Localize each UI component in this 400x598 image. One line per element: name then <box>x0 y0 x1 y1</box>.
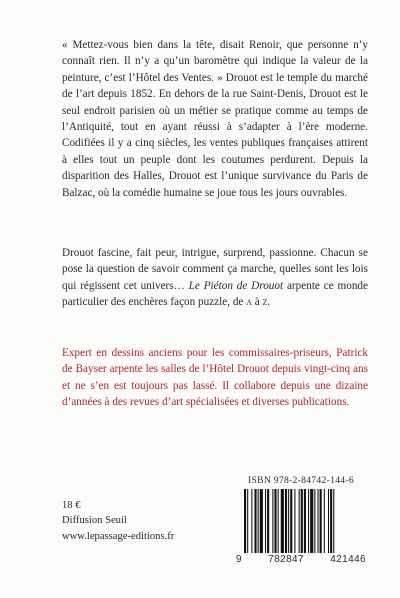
distributor: Diffusion Seuil <box>62 515 127 527</box>
barcode-bar <box>310 489 313 553</box>
paragraph-2-intro: Drouot fascine, fait peur, intrigue, surprend, passionne. Chacun se pose la question de savoir comment ça marche, quelles sont les lois qui régissent cet univers… <box>62 247 368 292</box>
barcode-bar <box>308 489 309 553</box>
barcode-bar <box>278 489 279 553</box>
letter-a: a <box>246 296 252 309</box>
barcode-bar <box>255 489 257 553</box>
book-title: Le Piéton de Drouot <box>188 279 284 292</box>
barcode-bar <box>267 489 269 553</box>
barcode-digits <box>236 554 366 565</box>
barcode-bar <box>330 489 332 553</box>
barcode-bar <box>285 489 287 553</box>
website: www.lepassage-editions.fr <box>62 530 175 542</box>
price: 18 € <box>62 500 81 511</box>
letter-z: z <box>262 296 268 309</box>
barcode-right-group: 421446 <box>330 554 366 565</box>
author-bio: Expert en dessins anciens pour les commissaires-priseurs, Patrick de Bayser arpente les salles de l’Hôtel Drouot depuis vingt-cinq ans et ne s’en est toujours pas lassé. Il collabore depuis une dizaine d’années à des revues d’art spécialisées et diverses publications. <box>62 347 368 409</box>
paragraph-2-middle: arpente ce monde particulier des enchères façon puzzle, de <box>62 279 368 309</box>
barcode-bar <box>272 489 273 553</box>
barcode-bar <box>260 489 263 553</box>
barcode-bar <box>320 489 322 553</box>
barcode-bar <box>265 489 266 553</box>
barcode-bar <box>328 489 329 553</box>
barcode-bar <box>288 489 289 553</box>
description-paragraph-2 <box>62 245 368 311</box>
isbn-block <box>236 475 366 565</box>
barcode-bar <box>304 489 306 553</box>
barcode-bar <box>294 489 295 553</box>
barcode-bar <box>247 489 248 553</box>
barcode-bar <box>274 489 276 553</box>
barcode-first-digit: 9 <box>236 554 242 565</box>
barcode <box>236 489 366 553</box>
isbn-label: ISBN 978-2-84742-144-6 <box>248 475 354 486</box>
barcode-bar <box>281 489 284 553</box>
footer <box>62 498 174 544</box>
barcode-bar <box>299 489 300 553</box>
barcode-bar <box>244 489 246 553</box>
barcode-bar <box>333 489 334 553</box>
barcode-bar <box>290 489 292 553</box>
barcode-bar <box>301 489 303 553</box>
barcode-bar <box>251 489 252 553</box>
barcode-bar <box>318 489 319 553</box>
barcode-bar <box>314 489 315 553</box>
paragraph-2-end: . <box>267 296 271 309</box>
barcode-bar <box>324 489 325 553</box>
description-paragraph-1: « Mettez-vous bien dans la tête, disait Renoir, que personne n’y connaît rien. Il n’y a qu’un baromètre qui indique la valeur de la peinture, c’est l’Hôtel des Ventes. » Drouot est le temple du marché de l’art depuis 1852. En dehors de la rue Saint-Denis, Drouot est le seul endroit parisien où un métier se pratique comme au temps de l’Antiquité, tout en ayant réussi à s’adapter à l’ère moderne. Codifiées il y a cinq siècles, les ventes publiques françaises attirent à elles tout un peuple dont les coutumes perdurent. Depuis la disparition des Halles, Drouot est l’unique survivance du Paris de Balzac, où la comédie humaine se joue tous les jours ouvrables. <box>62 39 368 199</box>
barcode-bar <box>258 489 259 553</box>
paragraph-2-and: à <box>251 296 263 309</box>
barcode-left-group: 782847 <box>268 554 304 565</box>
